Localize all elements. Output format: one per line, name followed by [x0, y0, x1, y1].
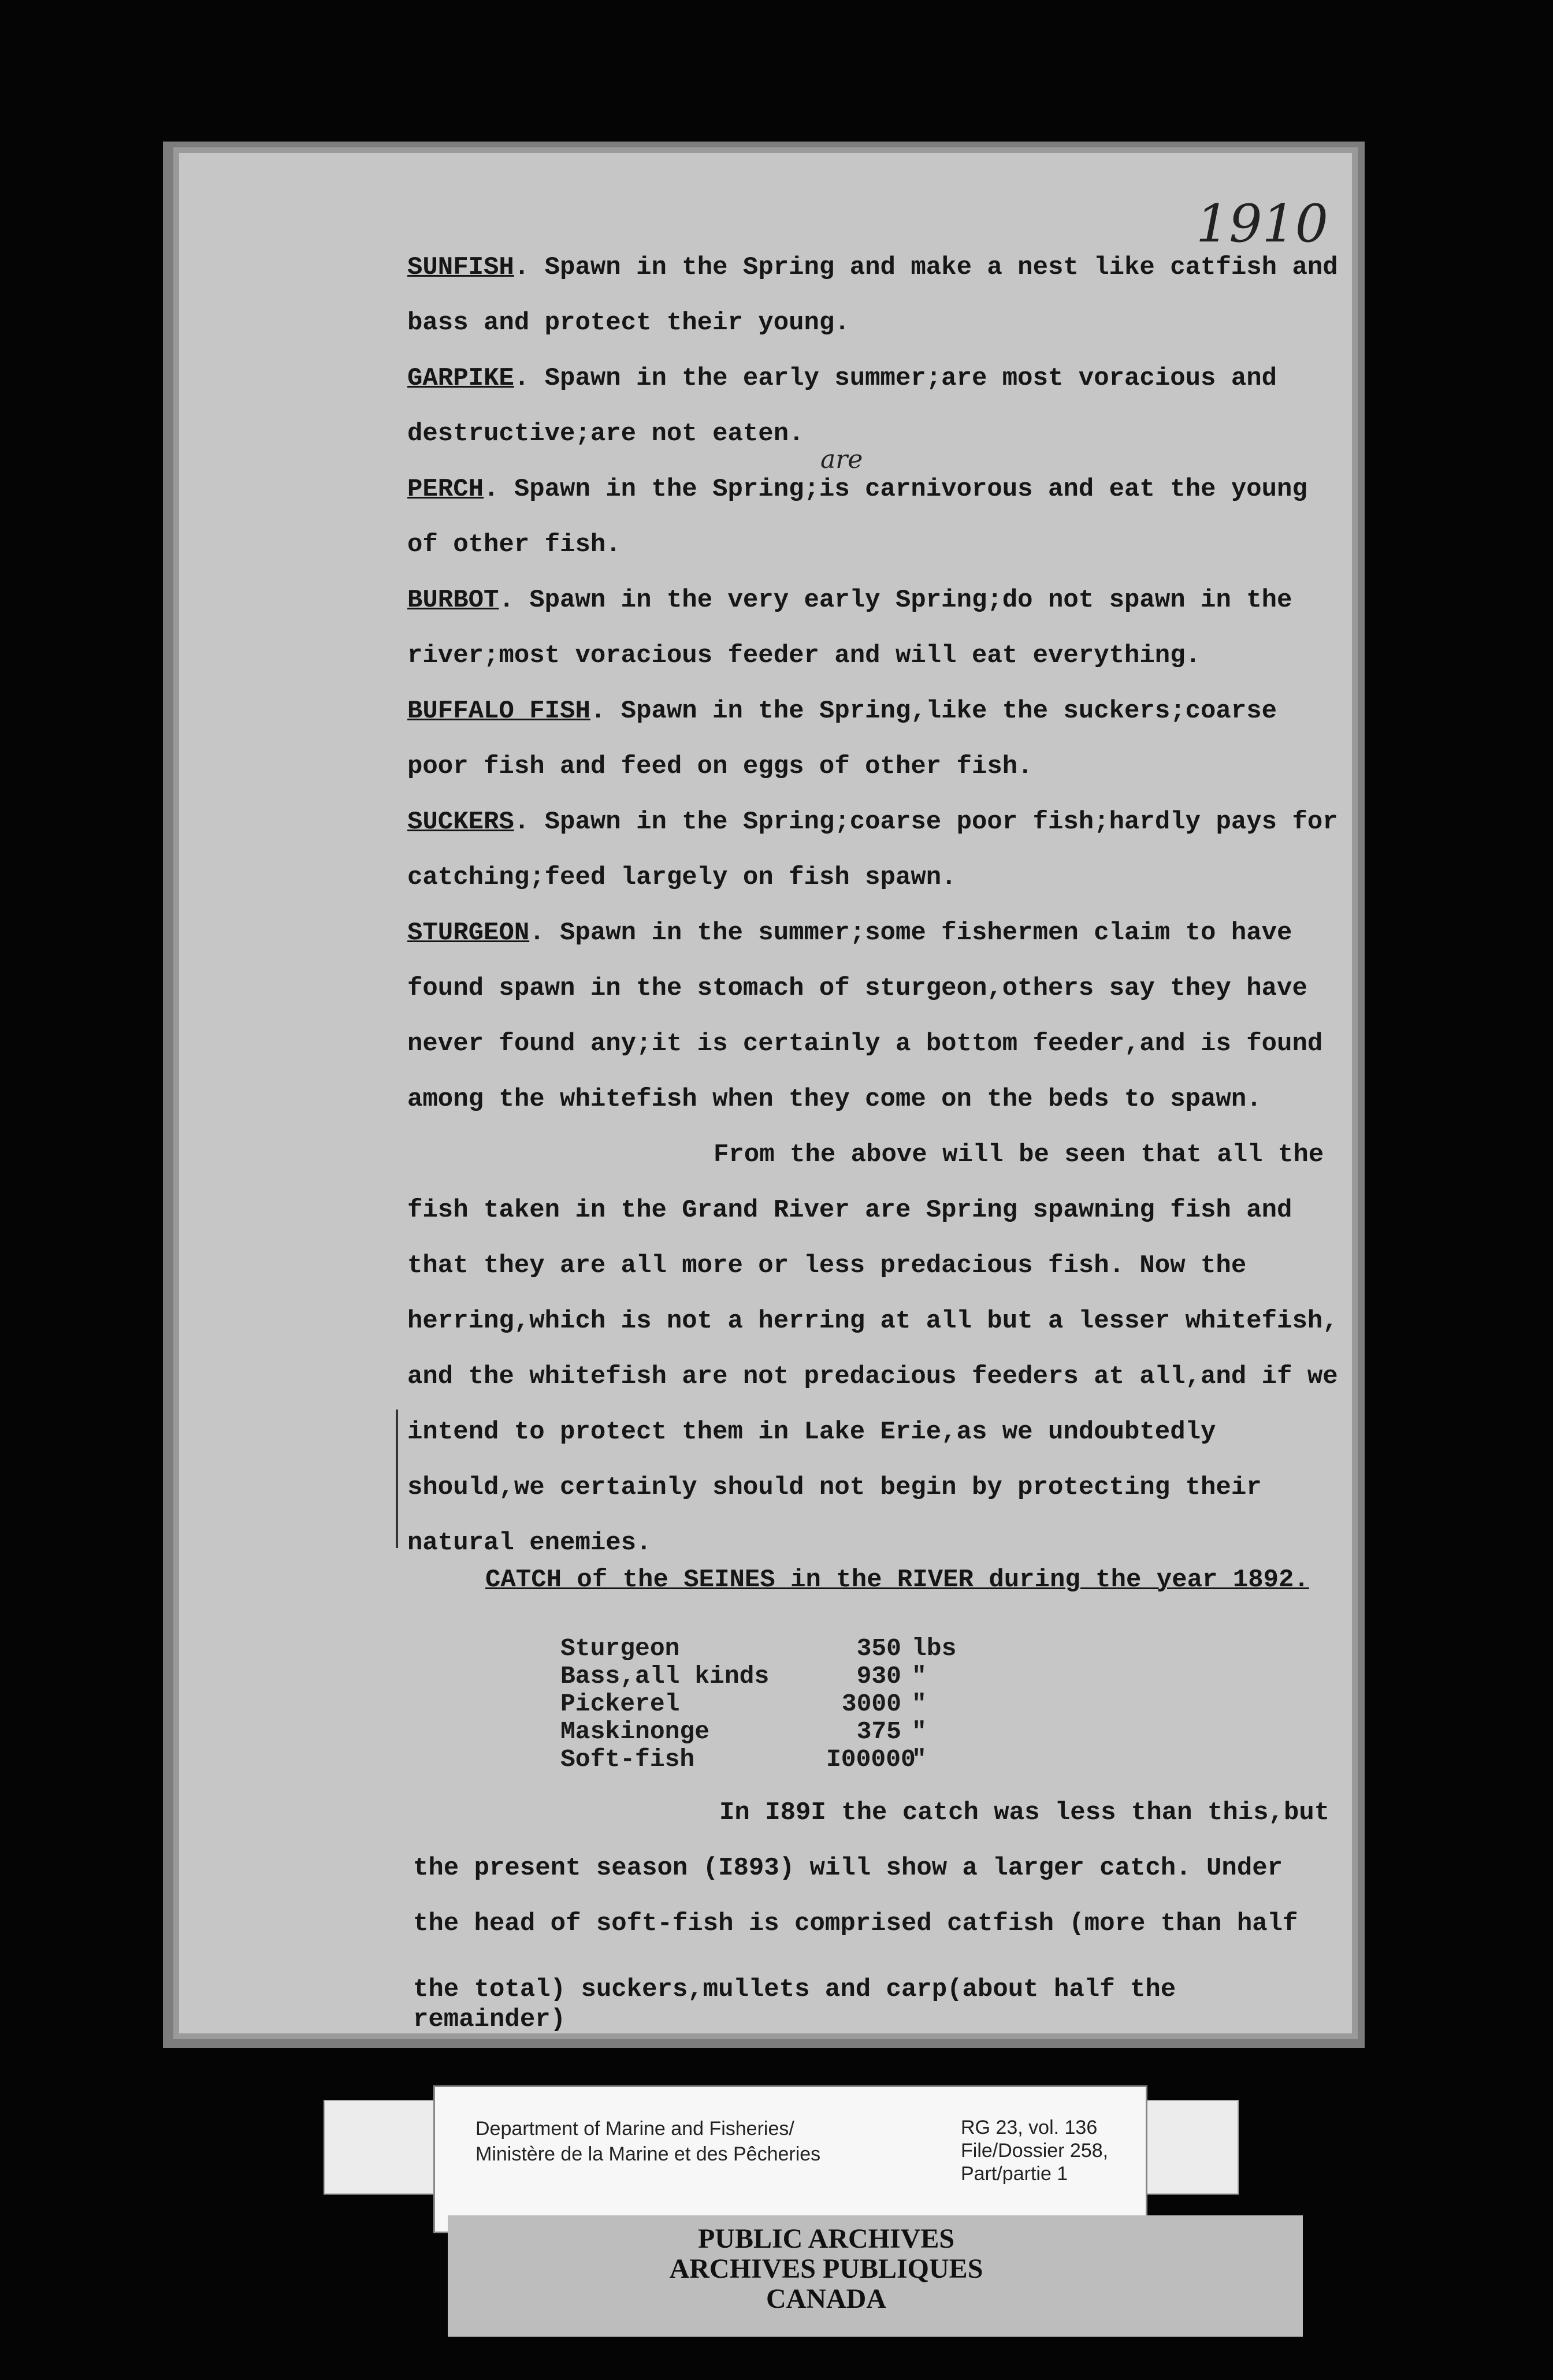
- closing-text: [413, 1785, 1343, 2035]
- margin-mark: [396, 1410, 398, 1548]
- catch-table-title: CATCH of the SEINES in the RIVER during the year 1892.: [485, 1565, 1309, 1594]
- entry-buffalo-fish: BUFFALO FISH. Spawn in the Spring,like the suckers;coarse poor fish and feed on eggs of other fish.: [407, 697, 1277, 781]
- entry-sturgeon: STURGEON. Spawn in the summer;some fishermen claim to have found spawn in the stomach of sturgeon,others say they have never found any;it is certainly a bottom feeder,and is found among the whitefish when they come on the beds to spawn.: [407, 918, 1323, 1114]
- catch-row: Maskinonge 375 ": [560, 1717, 927, 1746]
- catch-row: Pickerel 3000 ": [560, 1690, 927, 1718]
- entry-perch: PERCH. Spawn in the Spring;is carnivorous and eat the young of other fish.: [407, 475, 1307, 559]
- closing-paragraph: In I89I the catch was less than this,but the present season (I893) will show a larger catch. Under the head of soft-fish is comprised catfish (more than half: [413, 1798, 1330, 1938]
- species-entries: [407, 240, 1343, 1571]
- archives-stamp: PUBLIC ARCHIVES ARCHIVES PUBLIQUES CANADA: [669, 2223, 983, 2314]
- closing-last-line: the total) suckers,mullets and carp(about half the remainder): [413, 1975, 1176, 2034]
- page-number-handwritten: 1910: [1196, 194, 1329, 254]
- entry-garpike: GARPIKE. Spawn in the early summer;are most voracious and destructive;are not eaten.: [407, 364, 1277, 448]
- archive-department: Department of Marine and Fisheries/ Ministère de la Marine et des Pêcheries: [475, 2118, 821, 2165]
- catch-row: Sturgeon 350 lbs: [560, 1634, 957, 1663]
- body-paragraph: From the above will be seen that all the fish taken in the Grand River are Spring spawning fish and that they are all more or less predacious fish. Now the herring,which is not a herring at all but a lesser whitefish, and the whitefish are not predacious feeders at all,and if we intend to protect them in Lake Erie,as we undoubtedly should,we certainly should not begin by protecting their natural enemies.: [407, 1140, 1338, 1557]
- archive-reference: RG 23, vol. 136 File/Dossier 258, Part/partie 1: [961, 2117, 1109, 2185]
- entry-suckers: SUCKERS. Spawn in the Spring;coarse poor fish;hardly pays for catching;feed largely on fish spawn.: [407, 808, 1338, 892]
- archive-label: [433, 2085, 1147, 2233]
- catch-table: [560, 1635, 969, 1773]
- catch-row: Bass,all kinds 930 ": [560, 1662, 927, 1690]
- entry-burbot: BURBOT. Spawn in the very early Spring;do not spawn in the river;most voracious feeder and will eat everything.: [407, 586, 1292, 670]
- handwritten-correction: are: [820, 445, 863, 474]
- catch-row: Soft-fish I00000 ": [560, 1745, 927, 1773]
- entry-sunfish: SUNFISH. Spawn in the Spring and make a nest like catfish and bass and protect their young.: [407, 253, 1338, 337]
